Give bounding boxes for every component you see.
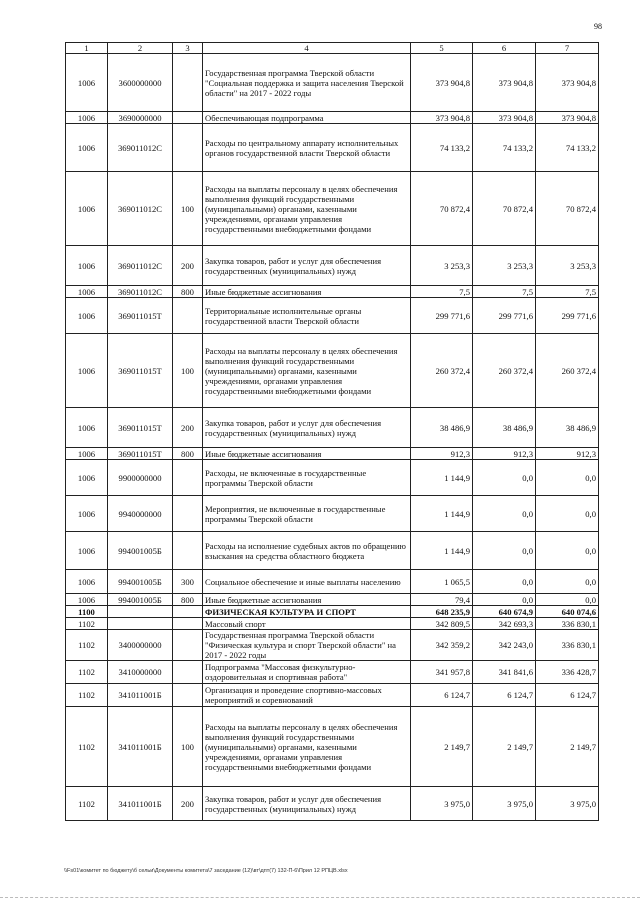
expense-type-cell: 800 <box>173 448 203 460</box>
amount-year-3-cell: 6 124,7 <box>536 684 599 707</box>
table-row <box>66 707 599 787</box>
amount-year-2-cell: 373 904,8 <box>473 54 536 112</box>
section-code-cell: 1006 <box>66 460 108 496</box>
section-code-cell: 1102 <box>66 661 108 684</box>
target-code-cell: 369011015Т <box>108 334 173 408</box>
amount-year-2-cell: 70 872,4 <box>473 172 536 246</box>
amount-year-1-cell: 299 771,6 <box>411 298 473 334</box>
file-path-footer: \\Fs01\комитет по бюджету\б сельи\Документы комитета\7 заседание (12)\вт\дпт(7) 132-П-6\Прил 12 РПЦВ.xlsx <box>64 868 348 874</box>
section-code-cell: 1006 <box>66 286 108 298</box>
target-code-cell: 369011015Т <box>108 448 173 460</box>
amount-year-3-cell: 373 904,8 <box>536 112 599 124</box>
amount-year-2-cell: 299 771,6 <box>473 298 536 334</box>
table-row <box>66 460 599 496</box>
item-name-cell: Организация и проведение спортивно-массовых мероприятий и соревнований <box>203 684 411 707</box>
expense-type-cell <box>173 112 203 124</box>
amount-year-2-cell: 260 372,4 <box>473 334 536 408</box>
amount-year-3-cell: 3 975,0 <box>536 787 599 821</box>
amount-year-3-cell: 0,0 <box>536 594 599 606</box>
section-code-cell: 1100 <box>66 606 108 618</box>
amount-year-1-cell: 6 124,7 <box>411 684 473 707</box>
amount-year-3-cell: 0,0 <box>536 532 599 570</box>
expense-type-cell <box>173 124 203 172</box>
section-code-cell: 1102 <box>66 684 108 707</box>
amount-year-2-cell: 341 841,6 <box>473 661 536 684</box>
item-name-cell: Расходы на выплаты персоналу в целях обеспечения выполнения функций государственными (муниципальными) органами, казенными учреждениями, органами управления государственными внебюджетными фондами <box>203 707 411 787</box>
amount-year-1-cell: 1 144,9 <box>411 532 473 570</box>
expense-type-cell: 100 <box>173 172 203 246</box>
target-code-cell: 9940000000 <box>108 496 173 532</box>
section-code-cell: 1102 <box>66 787 108 821</box>
target-code-cell: 994001005Б <box>108 532 173 570</box>
section-code-cell: 1006 <box>66 594 108 606</box>
amount-year-2-cell: 74 133,2 <box>473 124 536 172</box>
amount-year-2-cell: 342 693,3 <box>473 618 536 630</box>
column-header: 7 <box>536 43 599 54</box>
amount-year-2-cell: 0,0 <box>473 570 536 594</box>
table-row <box>66 448 599 460</box>
table-row <box>66 334 599 408</box>
expense-type-cell <box>173 618 203 630</box>
item-name-cell: Государственная программа Тверской области "Физическая культура и спорт Тверской области" на 2017 - 2022 годы <box>203 630 411 661</box>
amount-year-2-cell: 0,0 <box>473 496 536 532</box>
expense-type-cell <box>173 661 203 684</box>
expense-type-cell <box>173 630 203 661</box>
amount-year-3-cell: 0,0 <box>536 460 599 496</box>
amount-year-3-cell: 3 253,3 <box>536 246 599 286</box>
item-name-cell: Обеспечивающая подпрограмма <box>203 112 411 124</box>
item-name-cell: Социальное обеспечение и иные выплаты населению <box>203 570 411 594</box>
amount-year-1-cell: 7,5 <box>411 286 473 298</box>
target-code-cell: 994001005Б <box>108 594 173 606</box>
expense-type-cell <box>173 298 203 334</box>
table-row <box>66 496 599 532</box>
table-body <box>66 43 599 821</box>
amount-year-1-cell: 70 872,4 <box>411 172 473 246</box>
section-code-cell: 1006 <box>66 124 108 172</box>
amount-year-1-cell: 3 253,3 <box>411 246 473 286</box>
expense-type-cell <box>173 460 203 496</box>
section-code-cell: 1102 <box>66 618 108 630</box>
amount-year-1-cell: 342 359,2 <box>411 630 473 661</box>
amount-year-1-cell: 74 133,2 <box>411 124 473 172</box>
amount-year-1-cell: 1 144,9 <box>411 460 473 496</box>
expense-type-cell: 200 <box>173 408 203 448</box>
section-code-cell: 1006 <box>66 54 108 112</box>
table-row <box>66 408 599 448</box>
table-row <box>66 532 599 570</box>
table-row <box>66 172 599 246</box>
amount-year-2-cell: 342 243,0 <box>473 630 536 661</box>
section-code-cell: 1006 <box>66 112 108 124</box>
table-row <box>66 112 599 124</box>
amount-year-1-cell: 341 957,8 <box>411 661 473 684</box>
expense-type-cell: 100 <box>173 334 203 408</box>
amount-year-1-cell: 912,3 <box>411 448 473 460</box>
item-name-cell: Закупка товаров, работ и услуг для обеспечения государственных (муниципальных) нужд <box>203 246 411 286</box>
amount-year-2-cell: 7,5 <box>473 286 536 298</box>
expense-type-cell: 800 <box>173 594 203 606</box>
amount-year-2-cell: 3 253,3 <box>473 246 536 286</box>
amount-year-2-cell: 0,0 <box>473 532 536 570</box>
amount-year-1-cell: 373 904,8 <box>411 54 473 112</box>
amount-year-3-cell: 260 372,4 <box>536 334 599 408</box>
item-name-cell: Подпрограмма "Массовая физкультурно-оздоровительная и спортивная работа" <box>203 661 411 684</box>
amount-year-3-cell: 7,5 <box>536 286 599 298</box>
section-code-cell: 1006 <box>66 496 108 532</box>
target-code-cell: 369011012С <box>108 172 173 246</box>
target-code-cell: 369011012С <box>108 286 173 298</box>
amount-year-1-cell: 648 235,9 <box>411 606 473 618</box>
amount-year-1-cell: 1 144,9 <box>411 496 473 532</box>
column-header: 1 <box>66 43 108 54</box>
target-code-cell: 3400000000 <box>108 630 173 661</box>
target-code-cell: 3690000000 <box>108 112 173 124</box>
table-row <box>66 54 599 112</box>
table-row <box>66 618 599 630</box>
amount-year-2-cell: 2 149,7 <box>473 707 536 787</box>
item-name-cell: Закупка товаров, работ и услуг для обеспечения государственных (муниципальных) нужд <box>203 408 411 448</box>
target-code-cell: 3410000000 <box>108 661 173 684</box>
target-code-cell: 369011015Т <box>108 298 173 334</box>
amount-year-2-cell: 912,3 <box>473 448 536 460</box>
amount-year-3-cell: 912,3 <box>536 448 599 460</box>
table-row <box>66 286 599 298</box>
amount-year-2-cell: 0,0 <box>473 460 536 496</box>
amount-year-1-cell: 3 975,0 <box>411 787 473 821</box>
target-code-cell: 341011001Б <box>108 684 173 707</box>
target-code-cell: 9900000000 <box>108 460 173 496</box>
amount-year-3-cell: 70 872,4 <box>536 172 599 246</box>
table-row <box>66 630 599 661</box>
item-name-cell: Иные бюджетные ассигнования <box>203 594 411 606</box>
expense-type-cell: 800 <box>173 286 203 298</box>
column-header: 4 <box>203 43 411 54</box>
section-code-cell: 1006 <box>66 298 108 334</box>
amount-year-3-cell: 336 830,1 <box>536 630 599 661</box>
amount-year-1-cell: 2 149,7 <box>411 707 473 787</box>
expense-type-cell <box>173 532 203 570</box>
target-code-cell: 369011015Т <box>108 408 173 448</box>
column-number-row <box>66 43 599 54</box>
item-name-cell: Мероприятия, не включенные в государственные программы Тверской области <box>203 496 411 532</box>
amount-year-2-cell: 373 904,8 <box>473 112 536 124</box>
amount-year-2-cell: 6 124,7 <box>473 684 536 707</box>
target-code-cell: 369011012С <box>108 246 173 286</box>
amount-year-3-cell: 74 133,2 <box>536 124 599 172</box>
section-code-cell: 1102 <box>66 630 108 661</box>
section-code-cell: 1006 <box>66 246 108 286</box>
table-row <box>66 246 599 286</box>
amount-year-1-cell: 342 809,5 <box>411 618 473 630</box>
section-code-cell: 1006 <box>66 408 108 448</box>
item-name-cell: Иные бюджетные ассигнования <box>203 286 411 298</box>
section-code-cell: 1006 <box>66 532 108 570</box>
target-code-cell: 3600000000 <box>108 54 173 112</box>
amount-year-2-cell: 3 975,0 <box>473 787 536 821</box>
expense-type-cell <box>173 54 203 112</box>
table-row <box>66 684 599 707</box>
section-code-cell: 1006 <box>66 334 108 408</box>
item-name-cell: Территориальные исполнительные органы государственной власти Тверской области <box>203 298 411 334</box>
expense-type-cell <box>173 684 203 707</box>
column-header: 3 <box>173 43 203 54</box>
amount-year-2-cell: 38 486,9 <box>473 408 536 448</box>
item-name-cell: ФИЗИЧЕСКАЯ КУЛЬТУРА И СПОРТ <box>203 606 411 618</box>
amount-year-3-cell: 0,0 <box>536 496 599 532</box>
page-edge-divider <box>0 897 640 898</box>
column-header: 2 <box>108 43 173 54</box>
page-number: 98 <box>594 22 602 31</box>
amount-year-2-cell: 0,0 <box>473 594 536 606</box>
expense-type-cell: 200 <box>173 787 203 821</box>
target-code-cell: 341011001Б <box>108 787 173 821</box>
table-row <box>66 594 599 606</box>
item-name-cell: Расходы по центральному аппарату исполнительных органов государственной власти Тверской области <box>203 124 411 172</box>
amount-year-1-cell: 79,4 <box>411 594 473 606</box>
item-name-cell: Расходы, не включенные в государственные программы Тверской области <box>203 460 411 496</box>
expense-type-cell: 100 <box>173 707 203 787</box>
expense-type-cell <box>173 496 203 532</box>
section-code-cell: 1102 <box>66 707 108 787</box>
expense-type-cell <box>173 606 203 618</box>
table-row <box>66 124 599 172</box>
item-name-cell: Закупка товаров, работ и услуг для обеспечения государственных (муниципальных) нужд <box>203 787 411 821</box>
table-row <box>66 787 599 821</box>
table-row <box>66 661 599 684</box>
table-row <box>66 570 599 594</box>
expense-type-cell: 200 <box>173 246 203 286</box>
amount-year-1-cell: 38 486,9 <box>411 408 473 448</box>
section-code-cell: 1006 <box>66 172 108 246</box>
amount-year-1-cell: 1 065,5 <box>411 570 473 594</box>
column-header: 5 <box>411 43 473 54</box>
amount-year-3-cell: 336 428,7 <box>536 661 599 684</box>
item-name-cell: Массовый спорт <box>203 618 411 630</box>
target-code-cell: 341011001Б <box>108 707 173 787</box>
item-name-cell: Государственная программа Тверской области "Социальная поддержка и защита населения Тверской области" на 2017 - 2022 годы <box>203 54 411 112</box>
amount-year-3-cell: 336 830,1 <box>536 618 599 630</box>
amount-year-2-cell: 640 674,9 <box>473 606 536 618</box>
target-code-cell: 994001005Б <box>108 570 173 594</box>
expense-type-cell: 300 <box>173 570 203 594</box>
item-name-cell: Иные бюджетные ассигнования <box>203 448 411 460</box>
amount-year-1-cell: 373 904,8 <box>411 112 473 124</box>
target-code-cell <box>108 606 173 618</box>
target-code-cell: 369011012С <box>108 124 173 172</box>
amount-year-3-cell: 640 074,6 <box>536 606 599 618</box>
amount-year-3-cell: 38 486,9 <box>536 408 599 448</box>
table-row <box>66 606 599 618</box>
item-name-cell: Расходы на выплаты персоналу в целях обеспечения выполнения функций государственными (муниципальными) органами, казенными учреждениями, органами управления государственными внебюджетными фондами <box>203 334 411 408</box>
amount-year-3-cell: 0,0 <box>536 570 599 594</box>
budget-table <box>65 42 599 821</box>
section-code-cell: 1006 <box>66 570 108 594</box>
amount-year-1-cell: 260 372,4 <box>411 334 473 408</box>
item-name-cell: Расходы на исполнение судебных актов по обращению взыскания на средства областного бюджета <box>203 532 411 570</box>
section-code-cell: 1006 <box>66 448 108 460</box>
amount-year-3-cell: 2 149,7 <box>536 707 599 787</box>
table-row <box>66 298 599 334</box>
column-header: 6 <box>473 43 536 54</box>
amount-year-3-cell: 299 771,6 <box>536 298 599 334</box>
target-code-cell <box>108 618 173 630</box>
item-name-cell: Расходы на выплаты персоналу в целях обеспечения выполнения функций государственными (муниципальными) органами, казенными учреждениями, органами управления государственными внебюджетными фондами <box>203 172 411 246</box>
amount-year-3-cell: 373 904,8 <box>536 54 599 112</box>
